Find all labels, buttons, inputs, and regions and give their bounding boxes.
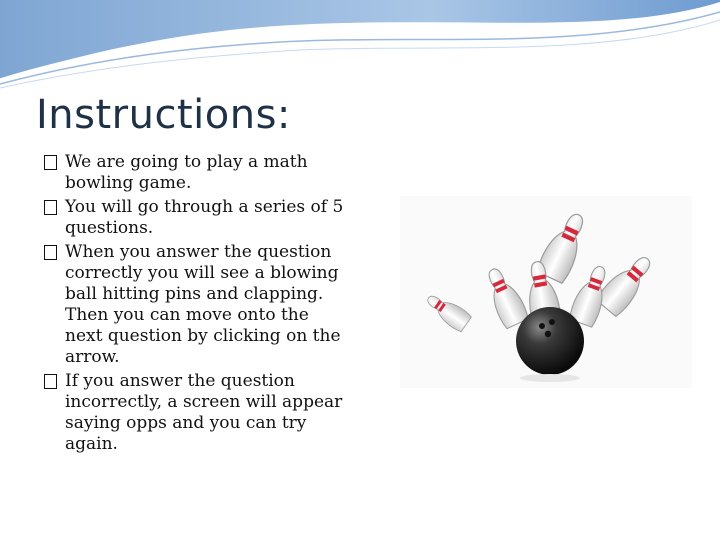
bullet-square-icon <box>44 245 57 260</box>
instruction-item <box>44 197 344 239</box>
instruction-text: You will go through a series of 5 questions. <box>65 197 344 238</box>
bowling-strike-icon <box>400 196 692 388</box>
slide-title: Instructions: <box>36 92 291 138</box>
instruction-text: If you answer the question incorrectly, a screen will appear saying opps and you can try again. <box>65 371 343 454</box>
instruction-item <box>44 152 344 194</box>
instruction-text: We are going to play a math bowling game. <box>65 152 308 193</box>
header-wave-decoration <box>0 0 720 90</box>
bullet-square-icon <box>44 374 57 389</box>
instruction-list <box>44 152 344 458</box>
instruction-item <box>44 242 344 368</box>
bullet-square-icon <box>44 155 57 170</box>
bullet-square-icon <box>44 200 57 215</box>
instruction-text: When you answer the question correctly you will see a blowing ball hitting pins and clapping. Then you can move onto the next question by clicking on the arrow. <box>65 242 341 367</box>
instruction-item <box>44 371 344 455</box>
